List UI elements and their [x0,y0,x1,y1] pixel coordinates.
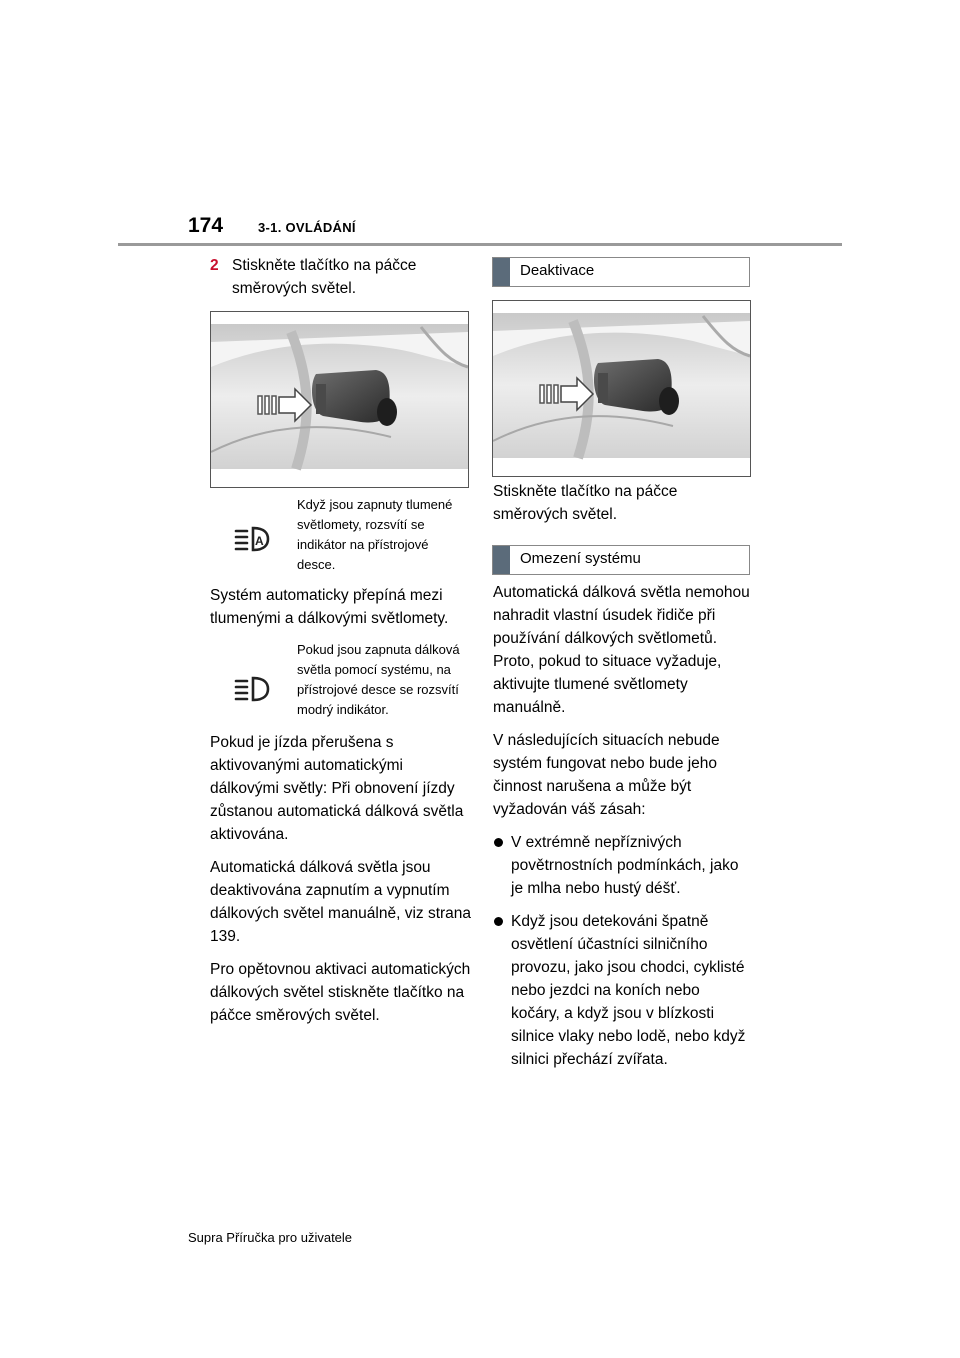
left-column-text-b [210,731,472,1037]
indicator-high-beam-text: Pokud jsou zapnuta dálková světla pomocí systému, na přístrojové desce se rozsvítí modrý indikátor. [297,642,460,717]
indicator-auto-high-beam-text: Když jsou zapnuty tlumené světlomety, rozsvítí se indikátor na přístrojové desce. [297,497,453,572]
lever-illustration [210,311,469,488]
paragraph-reactivation: Pro opětovnou aktivaci automatických dálkových světel stiskněte tlačítko na páčce směrových světel. [210,961,471,1024]
limits-heading-box [492,545,750,575]
lever-illustration-deactivation [492,300,751,477]
lever-button-drawing [493,301,750,476]
limits-heading: Omezení systému [520,550,641,567]
header-divider [118,243,842,246]
paragraph-interrupted-drive: Pokud je jízda přerušena s aktivovanými automatickými dálkovými světly: Při obnovení jízdy zůstanou automatická dálková světla aktivována. [210,734,464,843]
list-item: V extrémně nepříznivých povětrnostních podmínkách, jako je mlha nebo hustý déšť. [493,831,751,900]
step-text: Stiskněte tlačítko na páčce směrových světel. [232,257,417,297]
step-number: 2 [210,257,219,274]
deactivation-text: Stiskněte tlačítko na páčce směrových světel. [493,483,678,523]
step-item [210,254,472,300]
paragraph-manual-deactivation: Automatická dálková světla jsou deaktivována zapnutím a vypnutím dálkových světel manuálně, viz strana 139. [210,859,472,945]
footer-text: Supra Příručka pro uživatele [188,1230,353,1245]
heading-accent-bar [493,258,510,286]
section-title: 3-1. OVLÁDÁNÍ [258,220,356,235]
indicator-high-beam [210,640,472,720]
deactivation-heading: Deaktivace [520,262,595,279]
paragraph-limits-intro: Automatická dálková světla nemohou nahradit vlastní úsudek řidiče při používání dálkových světlometů. Proto, pokud to situace vyžaduje, aktivujte tlumené světlomety manuálně. [493,584,750,716]
left-column-text-a [210,584,472,640]
deactivation-text-block [493,480,751,536]
svg-text:A: A [255,534,264,548]
heading-accent-bar [493,546,510,574]
limits-bullet-list [493,831,751,1071]
lever-button-drawing [211,312,468,487]
indicator-auto-high-beam [210,495,472,575]
deactivation-heading-box [492,257,750,287]
limits-text-block [493,581,751,1081]
paragraph-limits-situations: V následujících situacích nebude systém fungovat nebo bude jeho činnost narušena a může být vyžadován váš zásah: [493,732,720,818]
page-number: 174 [188,214,224,237]
auto-high-beam-indicator-icon [234,525,270,558]
list-item: Když jsou detekováni špatně osvětlení účastníci silničního provozu, jako jsou chodci, cyklisté nebo jezdci na koních nebo kočáry, a když jsou v blízkosti silnice vlaky nebo lodě, nebo když silnici přechází zvířata. [493,910,751,1071]
paragraph-auto-switching: Systém automaticky přepíná mezi tlumenými a dálkovými světlomety. [210,587,449,627]
high-beam-indicator-icon [234,675,270,708]
